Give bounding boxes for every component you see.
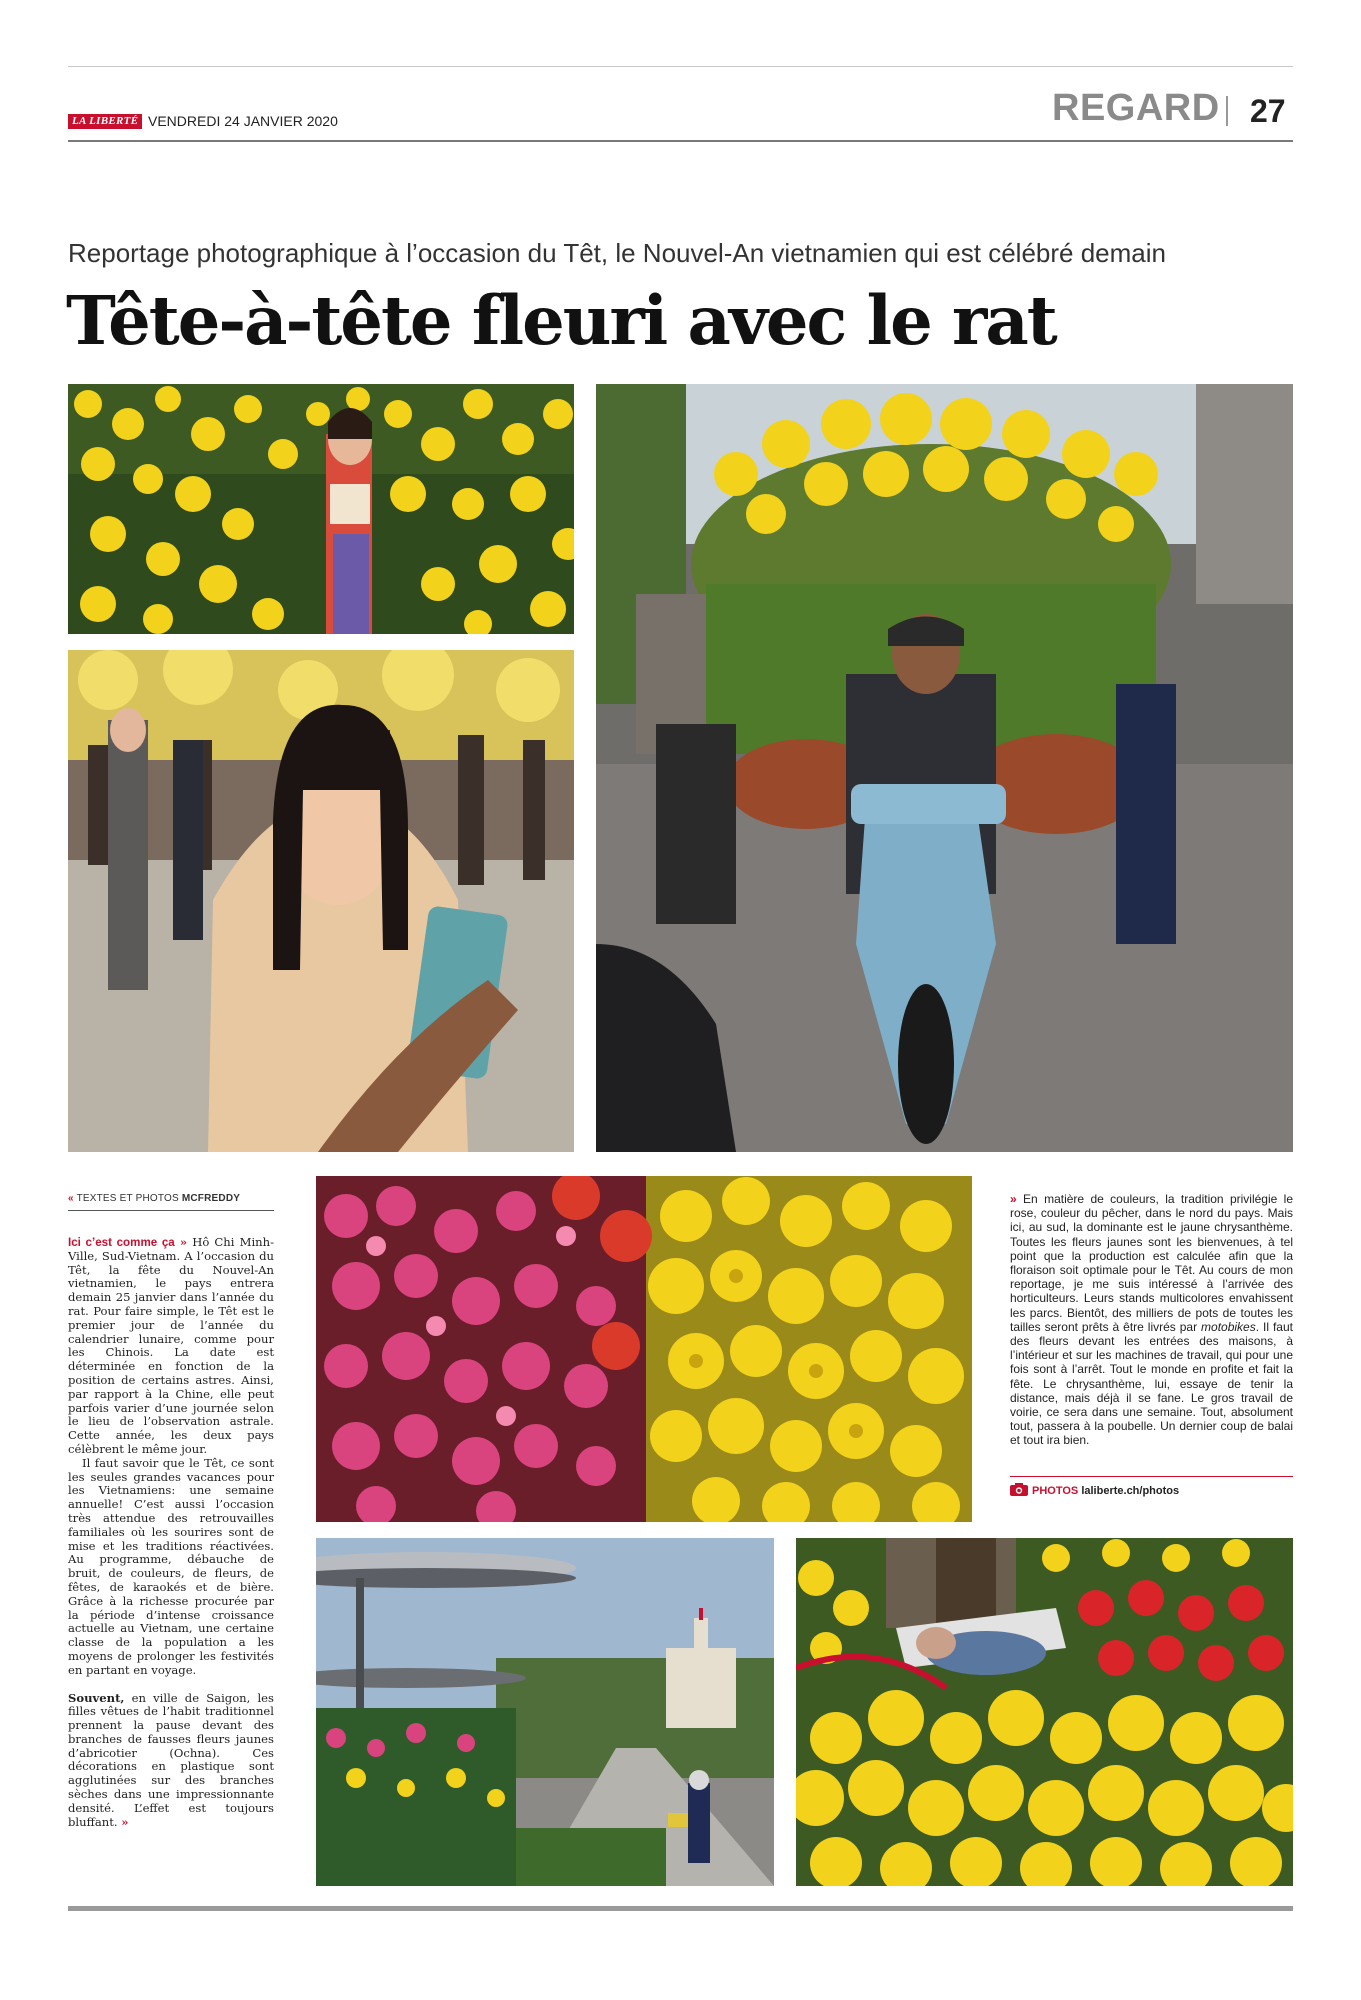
photo-scooter-chrysanthemums[interactable]: [596, 384, 1293, 1152]
continuation-chevron: »: [121, 1814, 129, 1829]
article-column-1: [68, 1236, 274, 1829]
dateline: VENDREDI 24 JANVIER 2020: [148, 113, 338, 129]
camera-icon: [1010, 1483, 1028, 1496]
header-rule: [68, 140, 1293, 142]
bottom-rule: [68, 1906, 1293, 1911]
photo-woman-selfie[interactable]: [68, 650, 574, 1152]
column-1-paragraph-3: [68, 1692, 274, 1830]
byline-chevron: «: [68, 1193, 74, 1204]
lead-chevron: »: [179, 1235, 188, 1249]
header-separator: [1226, 96, 1228, 126]
top-rule: [68, 66, 1293, 67]
photos-url[interactable]: laliberte.ch/photos: [1081, 1485, 1180, 1497]
lead-in: Ici c’est comme ça: [68, 1236, 175, 1249]
byline-rule: [68, 1210, 274, 1211]
photo-flower-street-cityhall[interactable]: [316, 1538, 774, 1886]
paragraph-text: Hô Chi Minh-Ville, Sud-Vietnam. A l’occasion du Têt, la fête du Nouvel-An vietnamien, le pays entrera demain 25 janvier dans l’année du rat. Pour faire simple, le Têt est le premier jour de l’année du calendrier lunaire, comme pour les Chinois. La date est déterminée en fonction de la position de certains astres. Ainsi, par rapport à la Chine, elle peut parfois varier d’une journée selon le lieu de l’observation astrale. Cette année, les deux pays célèbrent le même jour.: [68, 1235, 274, 1456]
paragraph-text-b: . Il faut des fleurs devant les entrées des maisons, à l’intérieur et sur les machines de travail, qui pour une fois sont à l’arrêt. Tout le monde en profite et fait la fête. Le chrysanthème, lui, essaye de tenir la distance, mais déjà il se fane. Le gros travail de voirie, ce sera dans une semaine. Tout, absolument tout, passera à la poubelle. Un dernier coup de balai et tout ira bien.: [1010, 1319, 1293, 1448]
photo-girl-chrysanthemums[interactable]: [68, 384, 574, 634]
byline-prefix: TEXTES ET PHOTOS: [76, 1193, 179, 1204]
byline-author: MCFREDDY: [181, 1193, 241, 1204]
newspaper-logo[interactable]: LA LIBERTÉ: [68, 114, 142, 129]
column-1-paragraph-2: Il faut savoir que le Têt, ce sont les seules grandes vacances pour les Vietnamiens: une semaine annuelle! C’est aussi l’occasion très attendue des retrouvailles familiales où les sourires sont de mise et les traditions réactivées. Au programme, débauche de bruit, de couleurs, de fleurs, de fêtes, de karaokés et de bière. Grâce à la richesse procurée par la période d’intense croissance actuelle au Vietnam, une certaine classe de la population a les moyens de prolonger les festivités en partant en voyage.: [68, 1455, 274, 1677]
column-1-paragraph-1: [68, 1236, 274, 1457]
paragraph-text-a: En matière de couleurs, la tradition privilégie le rose, couleur du pêcher, dans le nord du pays. Mais ici, au sud, la dominante est le jaune chrysanthème. Toutes les fleurs jaunes sont les bienvenues, à tel point que la production est calculée afin que la floraison soit optimale pour le Têt. Au cours de mon reportage, je me suis intéressé à l’arrivée des horticulteurs. Leurs stands multicolores envahissent les parcs. Bientôt, des milliers de pots de toutes les tailles seront prêts à être livrés par: [1010, 1192, 1293, 1334]
photo-man-sleeping-flowers[interactable]: [796, 1538, 1293, 1886]
column-2-paragraph: [1010, 1192, 1293, 1448]
paragraph-italic: motobikes: [1201, 1319, 1256, 1334]
photos-link[interactable]: [1010, 1483, 1179, 1499]
paragraph-text: en ville de Saigon, les filles vêtues de l’habit traditionnel prennent la pause devant des branches de fausses fleurs jaunes d’abricotier (Ochna). Ces décorations en plastique sont agglutinées sur des branches sèches dans une impressionnante densité. L’effet est toujours bluffant.: [68, 1690, 274, 1829]
byline: [68, 1192, 274, 1206]
paragraph-lead-in: Souvent,: [68, 1690, 125, 1705]
article-kicker: Reportage photographique à l’occasion du Têt, le Nouvel-An vietnamien qui est célébré demain: [68, 238, 1166, 268]
paragraph-chevron: »: [1010, 1192, 1017, 1206]
article-headline: Tête-à-tête fleuri avec le rat: [66, 281, 1056, 360]
photos-label: PHOTOS: [1032, 1485, 1079, 1497]
photo-pink-yellow-blossoms[interactable]: [316, 1176, 972, 1522]
article-column-2: [1010, 1192, 1293, 1448]
photos-rule: [1010, 1476, 1293, 1477]
page-number: 27: [1250, 93, 1286, 129]
section-title: REGARD: [1052, 87, 1220, 129]
